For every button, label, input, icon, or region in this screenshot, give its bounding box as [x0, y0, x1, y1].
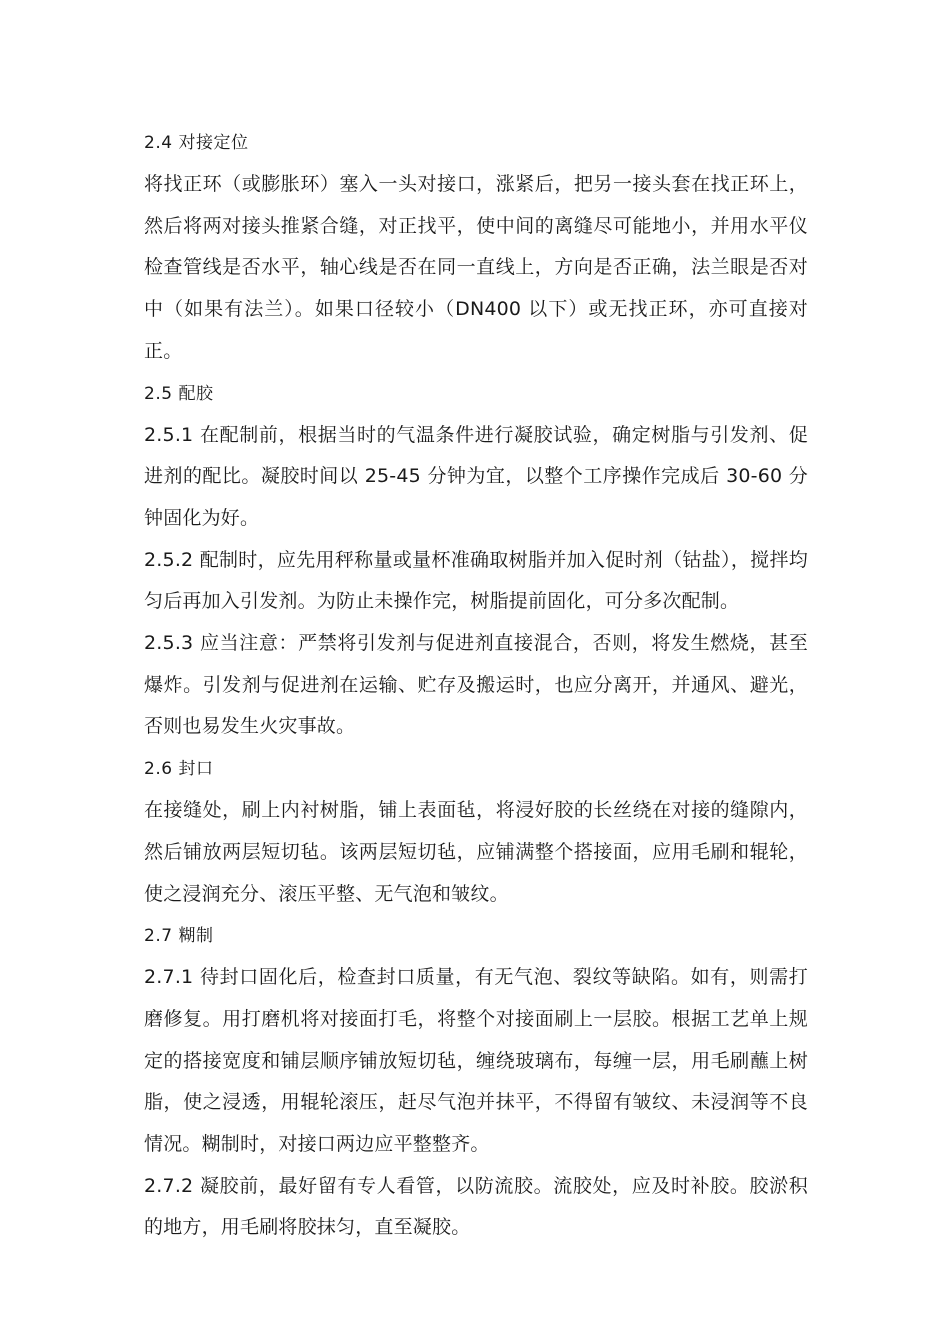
section-heading-2-6: 2.6 封口: [144, 759, 214, 780]
paragraph-2-7-2: 2.7.2 凝胶前，最好留有专人看管，以防流胶。流胶处，应及时补胶。胶淤积的地方，用毛刷将胶抹匀，直至凝胶。: [144, 1174, 808, 1239]
document-body: [144, 122, 808, 1249]
section-heading-2-7: 2.7 糊制: [144, 926, 214, 947]
paragraph-2-4-alignment: 将找正环（或膨胀环）塞入一头对接口，涨紧后，把另一接头套在找正环上，然后将两对接头推紧合缝，对正找平，使中间的离缝尽可能地小，并用水平仪检查管线是否水平，轴心线是否在同一直线上，方向是否正确，法兰眼是否对中（如果有法兰）。如果口径较小（DN400 以下）或无找正环，亦可直接对正。: [144, 173, 808, 362]
section-heading-2-5: 2.5 配胶: [144, 383, 214, 404]
paragraph-2-5-1: 2.5.1 在配制前，根据当时的气温条件进行凝胶试验，确定树脂与引发剂、促进剂的配比。凝胶时间以 25-45 分钟为宜，以整个工序操作完成后 30-60 分钟固化为好。: [144, 423, 808, 529]
paragraph-2-5-2: 2.5.2 配制时，应先用秤称量或量杯准确取树脂并加入促时剂（钴盐），搅拌均匀后再加入引发剂。为防止未操作完，树脂提前固化，可分多次配制。: [144, 548, 808, 613]
paragraph-2-7-1: 2.7.1 待封口固化后，检查封口质量，有无气泡、裂纹等缺陷。如有，则需打磨修复。用打磨机将对接面打毛，将整个对接面刷上一层胶。根据工艺单上规定的搭接宽度和铺层顺序铺放短切毡，缠绕玻璃布，每缠一层，用毛刷蘸上树脂，使之浸透，用辊轮滚压，赶尽气泡并抹平，不得留有皱纹、未浸润等不良情况。糊制时，对接口两边应平整整齐。: [144, 966, 808, 1156]
section-heading-2-4: 2.4 对接定位: [144, 133, 249, 153]
paragraph-2-6-sealing: 在接缝处，刷上内衬树脂，铺上表面毡，将浸好胶的长丝绕在对接的缝隙内，然后铺放两层短切毡。该两层短切毡，应铺满整个搭接面，应用毛刷和辊轮，使之浸润充分、滚压平整、无气泡和皱纹。: [144, 799, 808, 905]
paragraph-2-5-3: 2.5.3 应当注意：严禁将引发剂与促进剂直接混合，否则，将发生燃烧，甚至爆炸。引发剂与促进剂在运输、贮存及搬运时，也应分离开，并通风、避光，否则也易发生火灾事故。: [144, 632, 808, 738]
